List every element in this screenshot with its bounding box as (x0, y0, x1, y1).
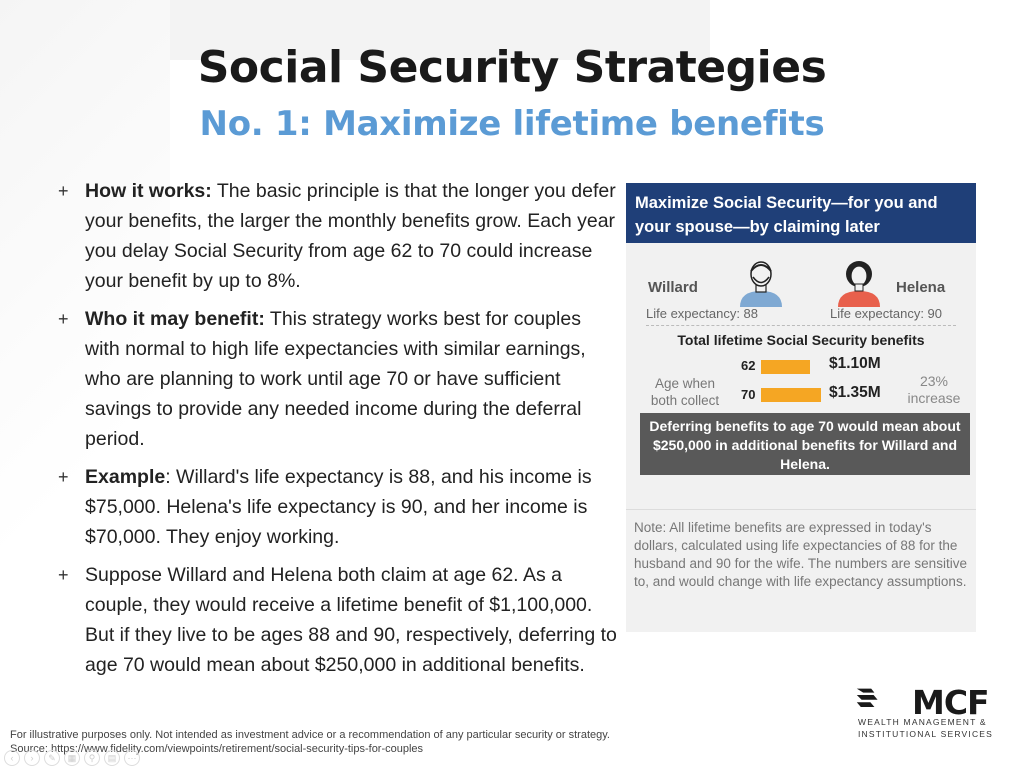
woman-avatar-icon (834, 257, 884, 307)
bullet-who-it-may-benefit (58, 304, 618, 454)
bullet-lead: How it works: (85, 180, 212, 202)
person1-life-expectancy: Life expectancy: 88 (646, 306, 759, 321)
slide-subtitle: No. 1: Maximize lifetime benefits (199, 104, 825, 144)
bullet-how-it-works (58, 176, 618, 296)
amount-62: $1.10M (829, 355, 881, 372)
zoom-icon[interactable]: ⚲ (84, 750, 100, 766)
logo-subtitle (858, 716, 993, 740)
logo-subtitle-line-1: WEALTH MANAGEMENT & (858, 717, 987, 727)
bar-age-70 (761, 388, 821, 402)
infographic (626, 183, 976, 632)
bullet-list (58, 176, 618, 688)
prev-icon[interactable]: ‹ (4, 750, 20, 766)
plus-icon: + (58, 309, 69, 329)
age-70-label: 70 (741, 387, 756, 402)
pen-icon[interactable]: ✎ (44, 750, 60, 766)
total-benefits-label: Total lifetime Social Security benefits (677, 332, 925, 348)
grid-icon[interactable]: ▦ (64, 750, 80, 766)
person1-name: Willard (648, 279, 698, 296)
bullet-text: This strategy works best for couples with normal to high life expectancies with similar earnings, who are planning to work until age 70 or have sufficient savings to provide any needed income during the deferral period. (85, 308, 586, 450)
man-avatar-icon (736, 257, 786, 307)
plus-icon: + (58, 181, 69, 201)
more-icon[interactable]: ⋯ (124, 750, 140, 766)
next-icon[interactable]: › (24, 750, 40, 766)
logo-name: MCF (912, 683, 989, 722)
footer-source: Source: https://www.fidelity.com/viewpoints/retirement/social-security-tips-for-couples (10, 743, 424, 755)
plus-icon: + (58, 565, 69, 585)
bullet-example (58, 462, 618, 552)
footer-line-1: For illustrative purposes only. Not intended as investment advice or a recommendation of any particular security or strategy. (10, 729, 610, 741)
bullet-suppose (58, 560, 618, 680)
infographic-header: Maximize Social Security—for you and your spouse—by claiming later (626, 183, 976, 243)
callout-box: Deferring benefits to age 70 would mean about $250,000 in additional benefits for Willard and Helena. (640, 413, 970, 475)
increase-label: 23% increase (907, 373, 961, 406)
divider (646, 325, 956, 326)
slide-nav-controls (4, 750, 140, 766)
person2-name: Helena (896, 279, 946, 296)
slide-title: Social Security Strategies (197, 42, 827, 93)
bullet-lead: Who it may benefit: (85, 308, 265, 330)
bullet-text: : Willard's life expectancy is 88, and his income is $75,000. Helena's life expectancy is 90, and her income is $70,000. They enjoy working. (85, 466, 592, 548)
amount-70: $1.35M (829, 384, 881, 401)
bullet-lead: Example (85, 466, 166, 488)
bar-age-62 (761, 360, 810, 374)
bullet-text: Suppose Willard and Helena both claim at age 62. As a couple, they would receive a lifetime benefit of $1,100,000. But if they live to be ages 88 and 90, respectively, deferring to age 70 would mean about $250,000 in additional benefits. (85, 564, 617, 676)
age-when-label: Age when both collect (650, 376, 720, 408)
subtitles-icon[interactable]: ▤ (104, 750, 120, 766)
note-divider (626, 509, 976, 510)
logo-subtitle-line-2: INSTITUTIONAL SERVICES (858, 729, 994, 739)
note-text: Note: All lifetime benefits are expressed in today's dollars, calculated using life expectancies of 88 for the husband and 90 for the wife. The numbers are sensitive to, and would change with life expectancy assumptions. (634, 520, 967, 589)
person2-life-expectancy: Life expectancy: 90 (830, 306, 943, 321)
age-62-label: 62 (741, 358, 756, 373)
bullet-text: The basic principle is that the longer you defer your benefits, the larger the monthly benefits grow. Each year you delay Social Security from age 62 to 70 could increase your benefit by up to 8%. (85, 180, 616, 292)
plus-icon: + (58, 467, 69, 487)
